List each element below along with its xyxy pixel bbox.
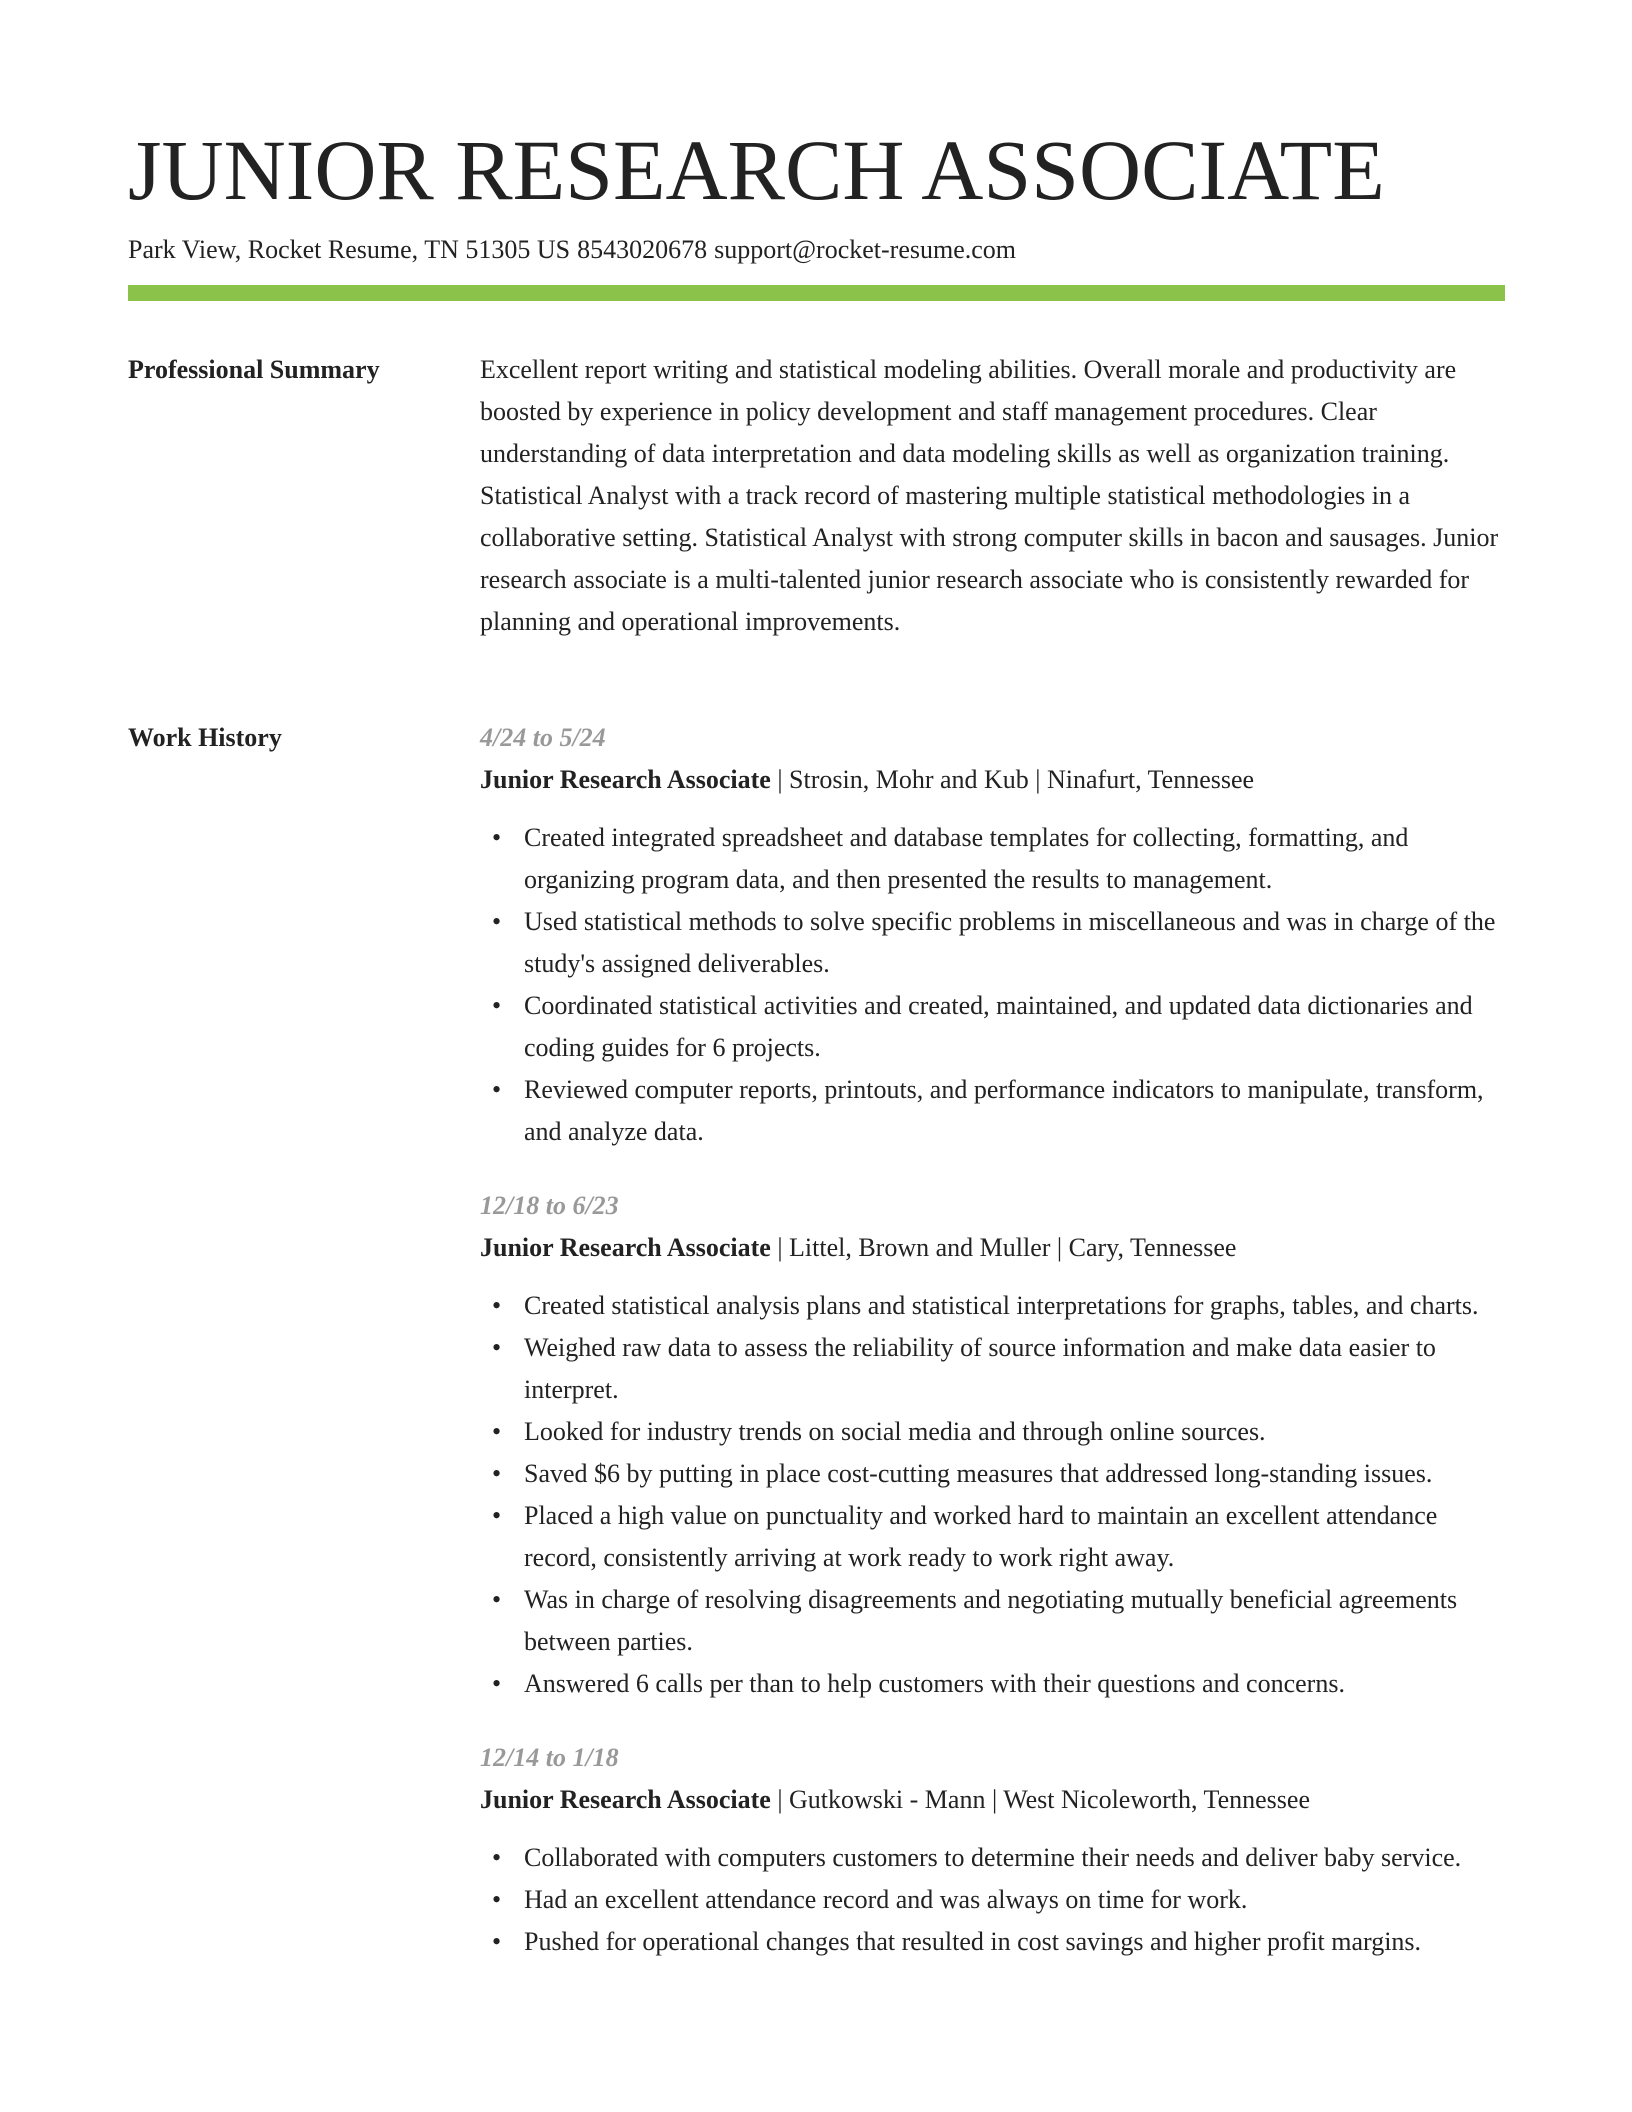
work-history-heading: Work History [128,723,282,752]
job-title-line [480,1779,1505,1821]
job-bullets [480,1837,1505,1963]
work-history-body [480,717,1505,1995]
summary-section [128,349,1505,679]
job-title-line [480,1227,1505,1269]
job-bullet: • Collaborated with computers customers to determine their needs and deliver baby service. [480,1837,1505,1879]
resume-name: JUNIOR RESEARCH ASSOCIATE [128,122,1385,218]
job-title: Junior Research Associate [480,1233,771,1262]
job-bullet: • Used statistical methods to solve specific problems in miscellaneous and was in charge of the study's assigned deliverables. [480,901,1505,985]
job-bullet: • Coordinated statistical activities and created, maintained, and updated data dictionaries and coding guides for 6 projects. [480,985,1505,1069]
job-bullet: • Looked for industry trends on social media and through online sources. [480,1411,1505,1453]
resume-page [128,0,1505,2112]
summary-heading: Professional Summary [128,355,380,384]
job-bullet: • Reviewed computer reports, printouts, and performance indicators to manipulate, transform, and analyze data. [480,1069,1505,1153]
contact-line [128,232,1016,268]
work-history-section [128,717,1505,2112]
job-bullet: • Weighed raw data to assess the reliability of source information and make data easier to interpret. [480,1327,1505,1411]
contact-phone: 8543020678 [577,235,708,264]
job-title: Junior Research Associate [480,1785,771,1814]
summary-body [480,349,1505,643]
job-entry [480,1185,1505,1705]
job-title: Junior Research Associate [480,765,771,794]
job-entry [480,1737,1505,1963]
job-bullet: • Pushed for operational changes that resulted in cost savings and higher profit margins. [480,1921,1505,1963]
job-bullets [480,817,1505,1153]
job-bullet: • Created statistical analysis plans and statistical interpretations for graphs, tables, and charts. [480,1285,1505,1327]
job-employer-location: | Strosin, Mohr and Kub | Ninafurt, Tennessee [770,765,1255,794]
job-bullet: • Created integrated spreadsheet and database templates for collecting, formatting, and organizing program data, and then presented the results to management. [480,817,1505,901]
job-dates: 4/24 to 5/24 [480,723,606,752]
job-bullet: • Placed a high value on punctuality and worked hard to maintain an excellent attendance record, consistently arriving at work ready to work right away. [480,1495,1505,1579]
contact-email: support@rocket-resume.com [714,235,1017,264]
job-bullets [480,1285,1505,1705]
contact-address: Park View, Rocket Resume, TN 51305 US [128,235,571,264]
job-employer-location: | Gutkowski - Mann | West Nicoleworth, Tennessee [770,1785,1310,1814]
summary-text: Excellent report writing and statistical modeling abilities. Overall morale and productivity are boosted by experience in policy development and staff management procedures. Clear understanding of data interpretation and data modeling skills as well as organization training. Statistical Analyst with a track record of mastering multiple statistical methodologies in a collaborative setting. Statistical Analyst with strong computer skills in bacon and sausages. Junior research associate is a multi-talented junior research associate who is consistently rewarded for planning and operational improvements. [480,355,1499,636]
job-dates: 12/18 to 6/23 [480,1191,619,1220]
job-bullet: • Answered 6 calls per than to help customers with their questions and concerns. [480,1663,1505,1705]
job-dates: 12/14 to 1/18 [480,1743,619,1772]
job-employer-location: | Littel, Brown and Muller | Cary, Tennessee [770,1233,1237,1262]
accent-divider [128,285,1505,301]
job-bullet: • Was in charge of resolving disagreements and negotiating mutually beneficial agreements between parties. [480,1579,1505,1663]
job-entry [480,717,1505,1153]
job-bullet: • Had an excellent attendance record and was always on time for work. [480,1879,1505,1921]
job-title-line [480,759,1505,801]
job-bullet: • Saved $6 by putting in place cost-cutting measures that addressed long-standing issues. [480,1453,1505,1495]
